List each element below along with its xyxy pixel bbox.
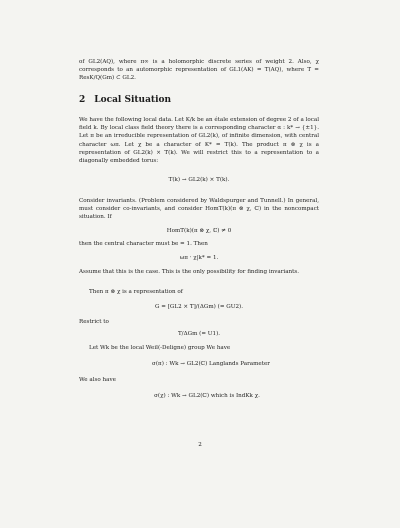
- equation-langlands-parameter: σ(π) : Wk → GL2(ℂ) Langlands Parameter: [152, 361, 270, 367]
- page-number: 2: [198, 442, 202, 448]
- section-number: 2: [79, 95, 86, 105]
- paragraph-also-have: We also have: [79, 377, 116, 383]
- section-heading: [79, 95, 171, 106]
- section-title: Local Situation: [94, 95, 172, 105]
- paragraph-restrict: Restrict to: [79, 319, 109, 325]
- paragraph-intro: of GL2(AQ), where π∞ is a holomorphic discrete series of weight 2. Also, χ corresponds to an automorphic representation of GL1(AK) = T(AQ), where T = ResK/Q(Gm) ⊂ GL2.: [79, 59, 319, 82]
- paragraph-weil-group: Let Wk be the local Weil(-Deligne) group We have: [89, 345, 231, 351]
- equation-hom-nonzero: HomT(k)(π ⊗ χ, ℂ) ≠ 0: [166, 228, 232, 234]
- paragraph-local-data: We have the following local data. Let K/k be an étale extension of degree 2 of a local field k. By local class field theory there is a corresponding character α : k* → {±1}. Let π be an irreducible representation of GL2(k), of infinite dimension, with central character ωπ. Let χ be a character of K* = T(k). The product π ⊗ χ is a representation of GL2(k) × T(k). We will restrict this to a representation to a diagonally embedded torus:: [79, 117, 319, 165]
- equation-induced-character: σ(χ) : Wk → GL2(ℂ) which is IndKk χ.: [154, 393, 260, 399]
- equation-torus-embedding: T(k) → GL2(k) × T(k).: [168, 177, 230, 183]
- paragraph-central-character: then the central character must be = 1. Then: [79, 241, 208, 247]
- paragraph-assumption: Assume that this is the case. This is the only possibility for finding invariants.: [79, 269, 300, 275]
- paragraph-invariants: Consider invariants. (Problem considered by Waldspurger and Tunnell.) In general, must consider co-invariants, and consider HomT(k)(π ⊗ χ, ℂ) in the noncompact situation. If: [79, 198, 319, 221]
- equation-group-g: G = [GL2 × T]/(ΔGm) (= GU2).: [155, 304, 243, 310]
- equation-torus-quotient: T/ΔGm (= U1).: [177, 331, 221, 337]
- equation-central-character: ωπ · χ|k* = 1.: [179, 255, 219, 261]
- paragraph-representation: Then π ⊗ χ is a representation of: [89, 289, 183, 295]
